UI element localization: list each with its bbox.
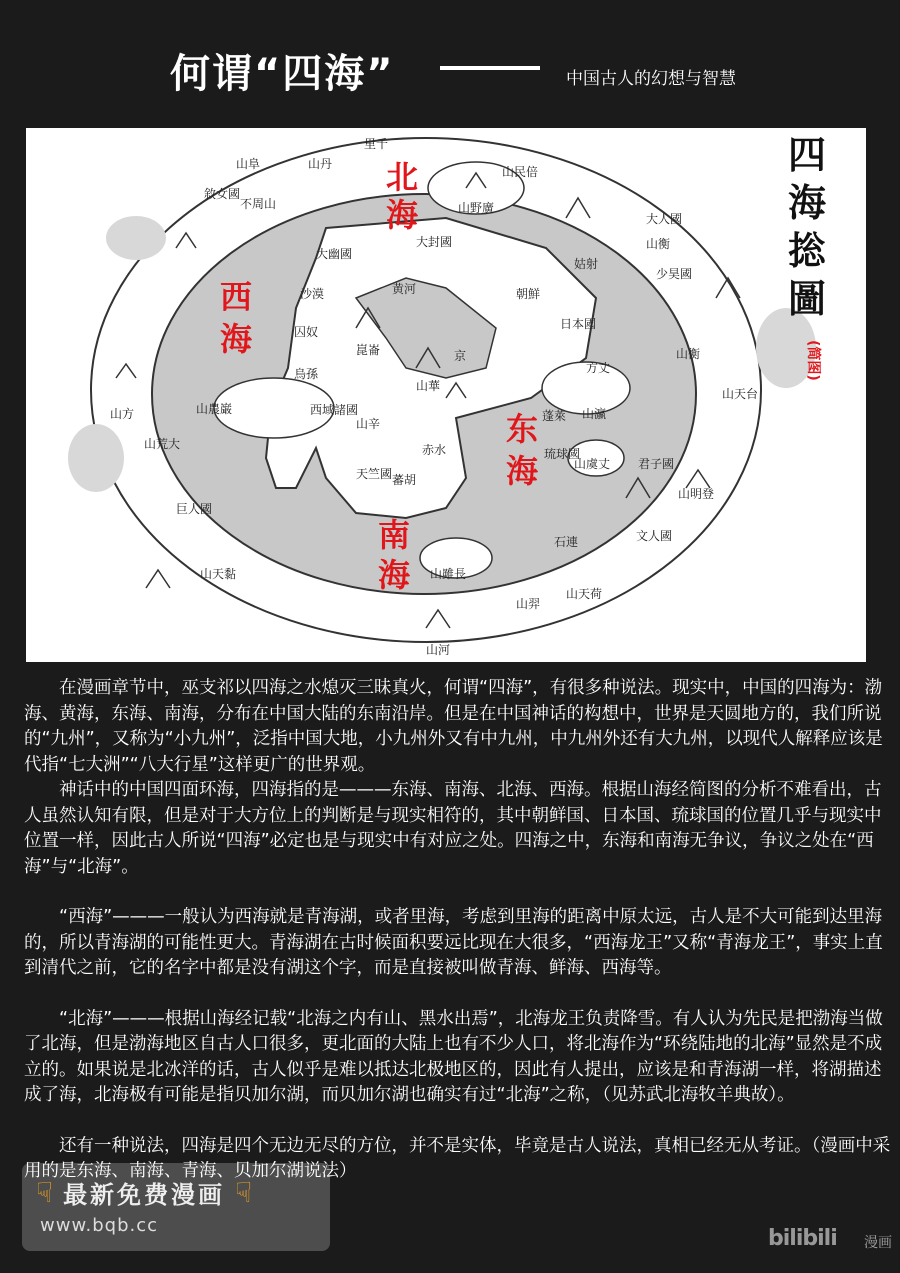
place-label: 山民倍	[502, 165, 539, 179]
place-label: 少昊國	[656, 267, 693, 281]
legend-char: 四	[788, 132, 827, 177]
place-label: 山瀛	[582, 407, 607, 421]
place-label: 烏孫	[294, 367, 319, 381]
pointing-hand-icon: ☟	[36, 1176, 54, 1209]
cloud-left-low	[68, 424, 124, 492]
east-sea-label-1: 东	[506, 410, 539, 448]
place-label: 山華	[416, 379, 441, 393]
place-label: 囚奴	[294, 325, 319, 339]
watermark-text: 最新免费漫画	[63, 1181, 226, 1209]
place-label: 山雖長	[430, 567, 467, 581]
legend-subtitle: (简图)	[805, 340, 821, 381]
legend-char: 捴	[788, 228, 827, 273]
place-label: 黄河	[392, 282, 417, 296]
place-label: 方丈	[586, 361, 611, 375]
place-label: 琉球國	[544, 447, 581, 461]
page-subtitle: 中国古人的幻想与智慧	[566, 69, 736, 89]
place-label: 山荒大	[144, 437, 181, 451]
place-label: 大人國	[646, 212, 683, 226]
place-label: 蕃胡	[392, 473, 417, 487]
place-label: 文人國	[636, 529, 673, 543]
place-label: 山天台	[722, 387, 759, 401]
place-label: 敘女國	[204, 187, 241, 201]
place-label: 山方	[110, 407, 135, 421]
place-label: 大封國	[416, 235, 453, 249]
place-label: 里千	[364, 137, 389, 151]
north-sea-label-1: 北	[386, 158, 419, 196]
four-seas-map	[26, 128, 866, 662]
place-label: 山農巌	[196, 402, 233, 416]
place-label: 山虞丈	[574, 457, 611, 471]
title-dash	[440, 66, 540, 70]
place-label: 山明登	[678, 487, 715, 501]
map-illustration	[26, 128, 866, 662]
pointing-hand-icon: ☟	[235, 1176, 253, 1209]
article-paragraph-5: 还有一种说法，四海是四个无边无尽的方位，并不是实体，毕竟是古人说法，真相已经无从考证。（漫画中采用的是东海、南海、青海、贝加尔湖说法）	[24, 1135, 891, 1181]
place-label: 不周山	[240, 197, 277, 211]
legend-char: 圖	[788, 276, 827, 321]
place-label: 山羿	[516, 597, 541, 611]
header	[0, 0, 900, 120]
place-label: 山丹	[308, 157, 333, 171]
bilibili-logo: bilibili	[768, 1226, 837, 1251]
site-watermark[interactable]	[22, 1163, 330, 1251]
article-paragraph-3: “西海”———一般认为西海就是青海湖，或者里海，考虑到里海的距离中原太远，古人是不大可能到达里海的，所以青海湖的可能性更大。青海湖在古时候面积要远比现在大很多，“西海龙王”又称“青海龙王”，事实上直到清代之前，它的名字中都是没有湖这个字，而是直接被叫做青海、鲜海、西海等。	[24, 907, 883, 978]
article-body	[24, 676, 898, 1185]
place-label: 山河	[426, 643, 451, 657]
place-label: 崑崙	[356, 343, 381, 357]
place-label: 山辛	[356, 417, 381, 431]
paragraph-gap	[24, 880, 898, 905]
place-label: 蓬萊	[542, 409, 567, 423]
place-label: 山天荷	[566, 587, 603, 601]
article-paragraph-2: 神话中的中国四面环海，四海指的是———东海、南海、北海、西海。根据山海经简图的分析不难看出，古人虽然认知有限，但是对于大方位上的判断是与现实相符的，其中朝鲜国、日本国、琉球国的位置几乎与现实中位置一样，因此古人所说“四海”必定也是与现实中有对应之处。四海之中，东海和南海无争议，争议之处在“西海”与“北海”。	[24, 780, 882, 877]
place-label: 日本國	[560, 317, 597, 331]
place-label: 西域諸國	[310, 403, 359, 417]
paragraph-gap	[24, 982, 898, 1007]
place-label: 巨人國	[176, 502, 213, 516]
article-paragraph-4: “北海”———根据山海经记载“北海之内有山、黑水出焉”，北海龙王负责降雪。有人认为先民是把渤海当做了北海，但是渤海地区自古人口很多，更北面的大陆上也有不少人口，将北海作为“环绕陆地的北海”显然是不成立的。如果说是北冰洋的话，古人似乎是难以抵达北极地区的，因此有人提出，应该是和青海湖一样，将湖描述成了海，北海极有可能是指贝加尔湖，而贝加尔湖也确实有过“北海”之称，（见苏武北海牧羊典故）。	[24, 1008, 883, 1105]
east-sea-label-2: 海	[506, 452, 539, 490]
north-sea-label-2: 海	[386, 196, 419, 234]
place-label: 沙漠	[300, 287, 325, 301]
bilibili-logo-suffix: 漫画	[864, 1235, 892, 1251]
place-label: 天竺國	[356, 467, 393, 481]
place-label: 山野廣	[458, 201, 495, 215]
west-sea-label-1: 西	[220, 278, 253, 316]
place-label: 君子國	[638, 457, 675, 471]
article-paragraph-1: 在漫画章节中，巫支祁以四海之水熄灭三昧真火，何谓“四海”，有很多种说法。现实中，中国的四海为：渤海、黄海，东海、南海，分布在中国大陆的东南沿岸。但是在中国神话的构想中，世界是天圆地方的，我们所说的“九州”，又称为“小九州”，泛指中国大地，小九州外又有中九州，中九州外还有大九州，以现代人解释应该是代指“七大洲”“八大行星”这样更广的世界观。	[24, 678, 883, 775]
place-label: 石連	[554, 535, 579, 549]
place-label: 山衡	[676, 347, 701, 361]
place-label: 朝鮮	[516, 287, 541, 301]
place-label: 大幽國	[316, 247, 353, 261]
legend-char: 海	[788, 180, 827, 225]
watermark-url[interactable]: www.bqb.cc	[40, 1215, 159, 1236]
place-label: 山天黏	[200, 567, 237, 581]
place-label: 赤水	[422, 443, 447, 457]
place-label: 山阜	[236, 157, 261, 171]
place-label: 姑射	[574, 257, 599, 271]
place-label: 山衡	[646, 237, 671, 251]
cloud-left	[106, 216, 166, 260]
place-label: 京	[454, 349, 467, 363]
page-title: 何谓“四海”	[170, 51, 395, 97]
west-sea-label-2: 海	[220, 320, 253, 358]
paragraph-gap	[24, 1109, 898, 1134]
south-sea-label-1: 南	[378, 516, 411, 554]
south-sea-label-2: 海	[378, 556, 411, 594]
